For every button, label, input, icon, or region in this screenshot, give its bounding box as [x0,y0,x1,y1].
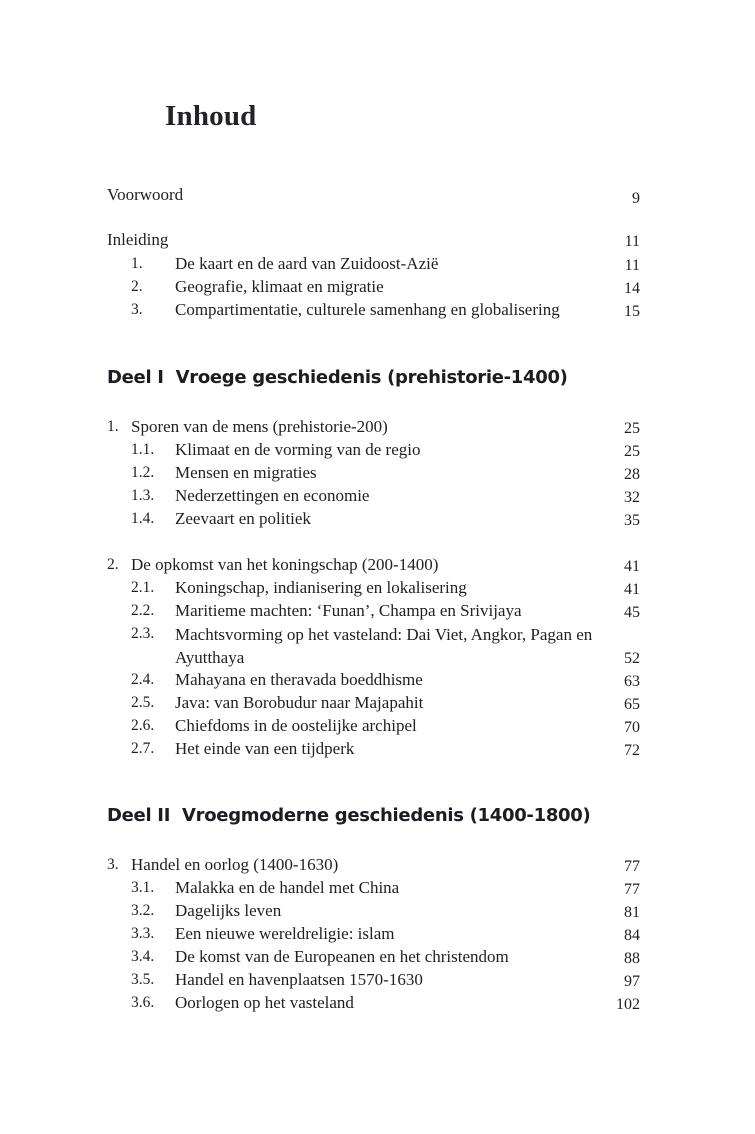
section-number: 2.7. [131,740,155,757]
section-label: Zeevaart en politiek [175,509,311,528]
section-page: 81 [624,904,640,921]
section-label: Klimaat en de vorming van de regio [175,440,421,459]
chapter-label: De opkomst van het koningschap (200-1400) [131,555,439,574]
toc-entry-page: 9 [632,190,640,207]
section-page: 65 [624,696,640,713]
section-page: 11 [624,257,640,274]
toc-chapter[interactable] [107,854,640,876]
section-label: Machtsvorming op het vasteland: Dai Viet, Angkor, Pagan en Ayutthaya [175,625,593,667]
section-number: 3.3. [131,925,155,942]
section-page: 70 [624,719,640,736]
chapter-number: 2. [107,556,119,573]
toc-section[interactable] [107,253,640,275]
section-page: 97 [624,973,640,990]
section-label: Java: van Borobudur naar Majapahit [175,693,424,712]
section-label: De komst van de Europeanen en het christendom [175,947,509,966]
section-number: 2.2. [131,602,155,619]
section-page: 88 [624,950,640,967]
section-page: 28 [624,466,640,483]
section-page: 32 [624,489,640,506]
section-number: 3.5. [131,971,155,988]
section-number: 2.5. [131,694,155,711]
toc-section[interactable] [107,738,640,760]
section-number: 2.4. [131,671,155,688]
chapter-number: 1. [107,418,119,435]
section-number: 3.4. [131,948,155,965]
section-label: Dagelijks leven [175,901,282,920]
toc-entry-voorwoord[interactable] [107,184,640,206]
toc-section[interactable] [107,439,640,461]
section-page: 72 [624,742,640,759]
part-heading: Deel II Vroegmoderne geschiedenis (1400-1800) [107,805,591,826]
section-page: 77 [624,881,640,898]
section-label: De kaart en de aard van Zuidoost-Azië [175,254,439,273]
toc-section[interactable] [107,462,640,484]
section-number: 1. [131,255,143,272]
section-label: Malakka en de handel met China [175,878,400,897]
toc-entry-inleiding[interactable] [107,229,640,251]
page-title: Inhoud [165,100,257,132]
section-label: Oorlogen op het vasteland [175,993,354,1012]
section-label: Chiefdoms in de oostelijke archipel [175,716,417,735]
section-number: 2.6. [131,717,155,734]
section-number: 2.1. [131,579,155,596]
section-label: Maritieme machten: ‘Funan’, Champa en Srivijaya [175,601,522,620]
section-number: 1.4. [131,510,155,527]
toc-section[interactable] [107,900,640,922]
section-number: 3.6. [131,994,155,1011]
section-label: Handel en havenplaatsen 1570-1630 [175,970,423,989]
section-number: 3. [131,301,143,318]
toc-section[interactable] [107,276,640,298]
toc-section[interactable] [107,692,640,714]
section-label: Koningschap, indianisering en lokalisering [175,578,467,597]
section-page: 45 [624,604,640,621]
toc-chapter[interactable] [107,416,640,438]
section-number: 2. [131,278,143,295]
toc-section[interactable] [107,877,640,899]
section-number: 3.1. [131,879,155,896]
toc-section[interactable] [107,715,640,737]
section-page: 14 [624,280,640,297]
toc-chapter[interactable] [107,554,640,576]
section-number: 3.2. [131,902,155,919]
section-page: 25 [624,443,640,460]
toc-section[interactable] [107,946,640,968]
section-page: 41 [624,581,640,598]
section-label: Compartimentatie, culturele samenhang en globalisering [175,300,560,319]
toc-section[interactable] [107,923,640,945]
toc-section[interactable] [107,992,640,1014]
section-page: 102 [616,996,640,1013]
chapter-page: 77 [624,858,640,875]
section-label: Mensen en migraties [175,463,317,482]
section-label: Het einde van een tijdperk [175,739,355,758]
section-number: 1.3. [131,487,155,504]
section-page: 35 [624,512,640,529]
toc-section[interactable] [107,577,640,599]
section-page: 52 [624,650,640,667]
chapter-label: Sporen van de mens (prehistorie-200) [131,417,388,436]
toc-section[interactable] [107,508,640,530]
section-page: 63 [624,673,640,690]
chapter-label: Handel en oorlog (1400-1630) [131,855,339,874]
section-label: Geografie, klimaat en migratie [175,277,384,296]
section-page: 84 [624,927,640,944]
chapter-number: 3. [107,856,119,873]
section-label: Nederzettingen en economie [175,486,370,505]
section-number: 2.3. [131,625,155,642]
toc-entry-label: Voorwoord [107,185,184,204]
toc-section[interactable] [107,299,640,321]
toc-section[interactable] [107,623,640,667]
section-page: 15 [624,303,640,320]
section-number: 1.2. [131,464,155,481]
toc-section[interactable] [107,485,640,507]
chapter-page: 25 [624,420,640,437]
toc-entry-page: 11 [624,233,640,250]
toc-section[interactable] [107,669,640,691]
toc-section[interactable] [107,969,640,991]
section-label: Een nieuwe wereldreligie: islam [175,924,395,943]
section-label: Mahayana en theravada boeddhisme [175,670,423,689]
chapter-page: 41 [624,558,640,575]
part-heading: Deel I Vroege geschiedenis (prehistorie-1400) [107,367,568,388]
toc-entry-label: Inleiding [107,230,169,249]
toc-section[interactable] [107,600,640,622]
section-number: 1.1. [131,441,155,458]
